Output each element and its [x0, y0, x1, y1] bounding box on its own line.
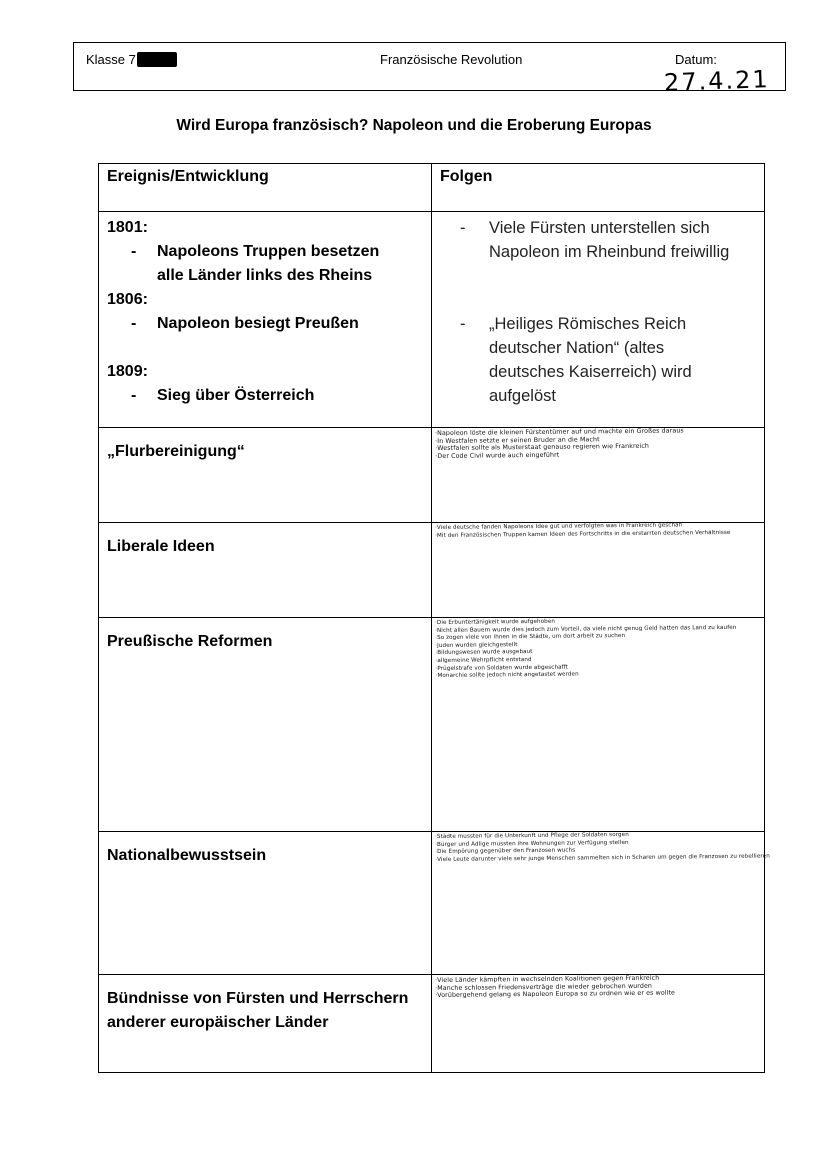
row-label-buendnisse: Bündnisse von Fürsten und Herrschern anderer europäischer Länder — [107, 990, 409, 1031]
table-row-events — [99, 212, 764, 428]
worksheet-table — [98, 163, 770, 1073]
table-row-flurbereinigung — [99, 428, 764, 523]
consequence-2-line-1: - „Heiliges Römisches Reich — [460, 315, 687, 333]
date-value: 27.4.21 — [663, 65, 771, 97]
consequence-1-line-1: - Viele Fürsten unterstellen sich — [460, 219, 710, 237]
handwritten-notes-preussische-reformen: ·Die Erbuntertänigkeit wurde aufgehoben ·Nicht allen Bauern wurde dies jedoch zum Vorteil, da viele nicht genug Geld hatten das Land zu kaufen ·So zogen viele von ihnen in die Städte, um dort arbeit zu suchen ·Juden wurden gleichgestellt ·Bildungswesen wurde ausgebaut ·allgemeine Wehrpflicht entstand ·Prügelstrafe von Soldaten wurde abgeschafft ·Monarchie sollte jedoch nicht angetastet werden — [435, 618, 737, 680]
row-label-liberale-ideen: Liberale Ideen — [107, 538, 215, 555]
subject-label: Französische Revolution — [380, 52, 523, 67]
table-row-buendnisse — [99, 975, 764, 1072]
redaction-block — [137, 52, 177, 67]
event-1801-line-2: alle Länder links des Rheins — [157, 267, 373, 284]
handwritten-notes-flurbereinigung: ·Napoleon löste die kleinen Fürstentümer auf und machte ein Großes daraus ·In Westfalen setzte er seinen Bruder an die Macht ·Westfalen sollte als Musterstaat genauso regieren wie Frankreich ·Der Code Civil wurde auch eingeführt — [435, 427, 684, 460]
handwritten-notes-liberale-ideen: ·Viele deutsche fanden Napoleons Idee gut und verfolgten was in Frankreich geschah ·Mit den Französischen Truppen kamen Ideen des Fortschritts in die erstarrten deutschen Verhältnisse — [435, 522, 731, 539]
year-1801: 1801: — [107, 219, 148, 236]
handwritten-notes-nationalbewusstsein: ·Städte mussten für die Unterkunft und Pflege der Soldaten sorgen ·Bürger und Adlige mussten ihre Wohnungen zur Verfügung stellen ·Die Empörung gegenüber den Franzosen wuchs ·Viele Leute darunter viele sehr junge Menschen sammelten sich in Scharen um gegen die Franzosen zu rebellieren — [435, 831, 770, 863]
table-row-liberale-ideen — [99, 523, 764, 618]
table-row-nationalbewusstsein — [99, 831, 770, 975]
class-label: Klasse 7 — [86, 52, 136, 67]
table-row-preussische-reformen — [99, 618, 764, 832]
event-1809: - Sieg über Österreich — [131, 387, 315, 404]
consequences-list — [460, 216, 729, 408]
events-list — [107, 216, 379, 408]
handwritten-notes-buendnisse: ·Viele Länder kämpften in wechselnden Koalitionen gegen Frankreich ·Manche schlossen Friedensverträge die wieder gebrochen wurden ·Vorübergehend gelang es Napoleon Europa so zu ordnen wie er es wollte — [435, 974, 676, 1000]
worksheet-header — [73, 42, 786, 97]
table-header-row — [99, 164, 764, 212]
consequence-1-line-2: Napoleon im Rheinbund freiwillig — [489, 243, 730, 261]
year-1809: 1809: — [107, 363, 148, 380]
consequence-2-line-3: deutsches Kaiserreich) wird — [489, 363, 692, 381]
column-header-right: Folgen — [440, 168, 493, 185]
event-1806: - Napoleon besiegt Preußen — [131, 315, 359, 332]
row-label-preussische-reformen: Preußische Reformen — [107, 633, 273, 650]
consequence-2-line-2: deutscher Nation“ (altes — [489, 339, 665, 357]
year-1806: 1806: — [107, 291, 148, 308]
page-title: Wird Europa französisch? Napoleon und die Eroberung Europas — [176, 117, 652, 134]
event-1801-line-1: - Napoleons Truppen besetzen — [131, 243, 380, 260]
row-label-flurbereinigung: „Flurbereinigung“ — [107, 443, 245, 460]
class-field — [86, 52, 177, 67]
consequence-2-line-4: aufgelöst — [489, 387, 556, 405]
row-label-nationalbewusstsein: Nationalbewusstsein — [107, 847, 267, 864]
column-header-left: Ereignis/Entwicklung — [107, 168, 269, 185]
date-label: Datum: — [675, 52, 717, 67]
